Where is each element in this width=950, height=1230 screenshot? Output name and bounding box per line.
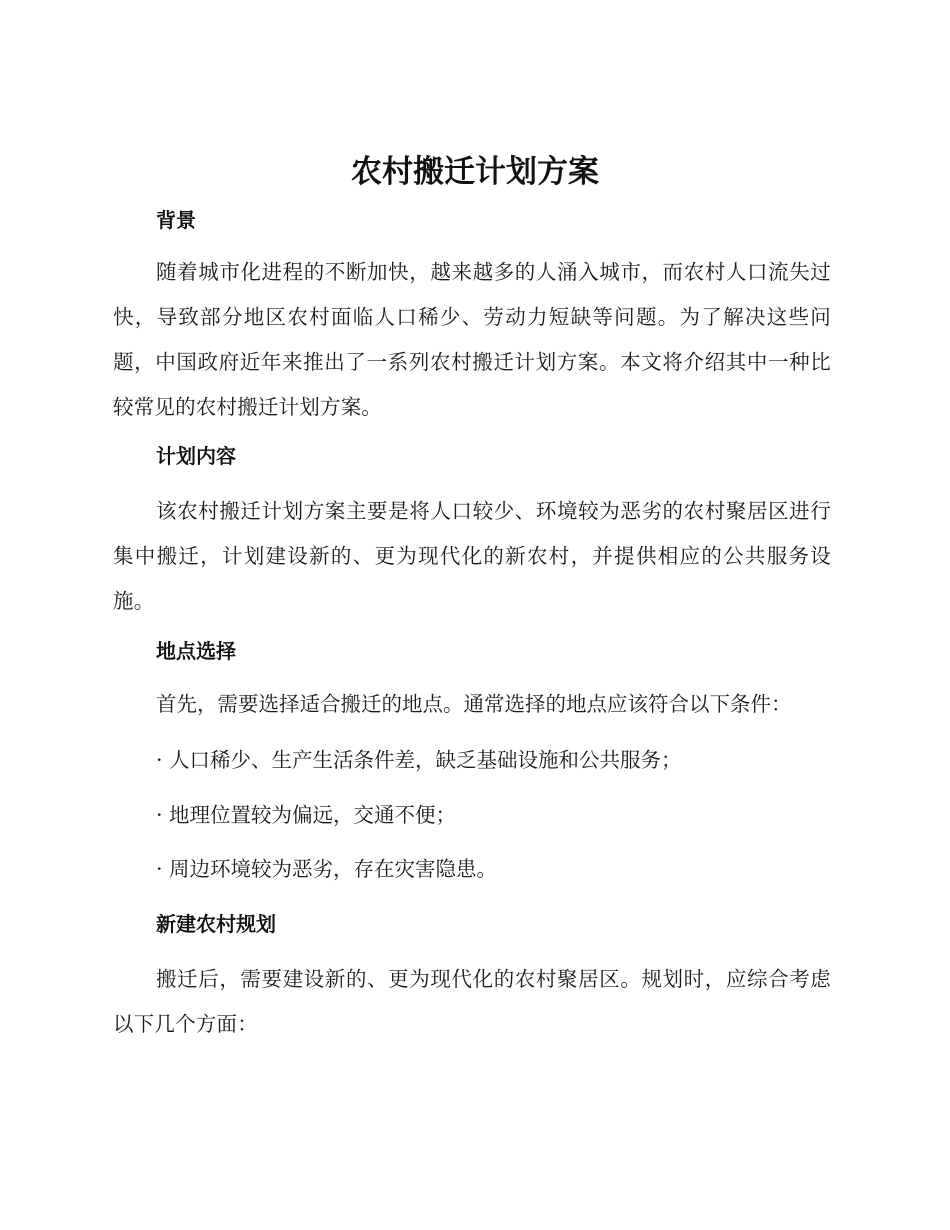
bullet-item: · 周边环境较为恶劣，存在灾害隐患。: [156, 857, 498, 881]
section-heading-site-selection: 地点选择: [156, 639, 236, 663]
section-paragraph-new-village-planning: 搬迁后，需要建设新的、更为现代化的农村聚居区。规划时，应综合考虑以下几个方面：: [113, 967, 831, 1036]
bullet-item: · 地理位置较为偏远，交通不便；: [156, 803, 457, 827]
section-heading-new-village-planning: 新建农村规划: [156, 912, 276, 936]
document-title: 农村搬迁计划方案: [351, 154, 599, 190]
section-paragraph-plan-content: 该农村搬迁计划方案主要是将人口较少、环境较为恶劣的农村聚居区进行集中搬迁，计划建设新的、更为现代化的新农村，并提供相应的公共服务设施。: [113, 499, 831, 613]
section-heading-plan-content: 计划内容: [156, 444, 236, 468]
section-intro-site-selection: 首先，需要选择适合搬迁的地点。通常选择的地点应该符合以下条件：: [156, 692, 792, 716]
section-heading-background: 背景: [156, 208, 196, 232]
section-paragraph-background: 随着城市化进程的不断加快，越来越多的人涌入城市，而农村人口流失过快，导致部分地区农村面临人口稀少、劳动力短缺等问题。为了解决这些问题，中国政府近年来推出了一系列农村搬迁计划方案。本文将介绍其中一种比较常见的农村搬迁计划方案。: [113, 260, 831, 419]
bullet-item: · 人口稀少、生产生活条件差，缺乏基础设施和公共服务；: [156, 748, 682, 772]
